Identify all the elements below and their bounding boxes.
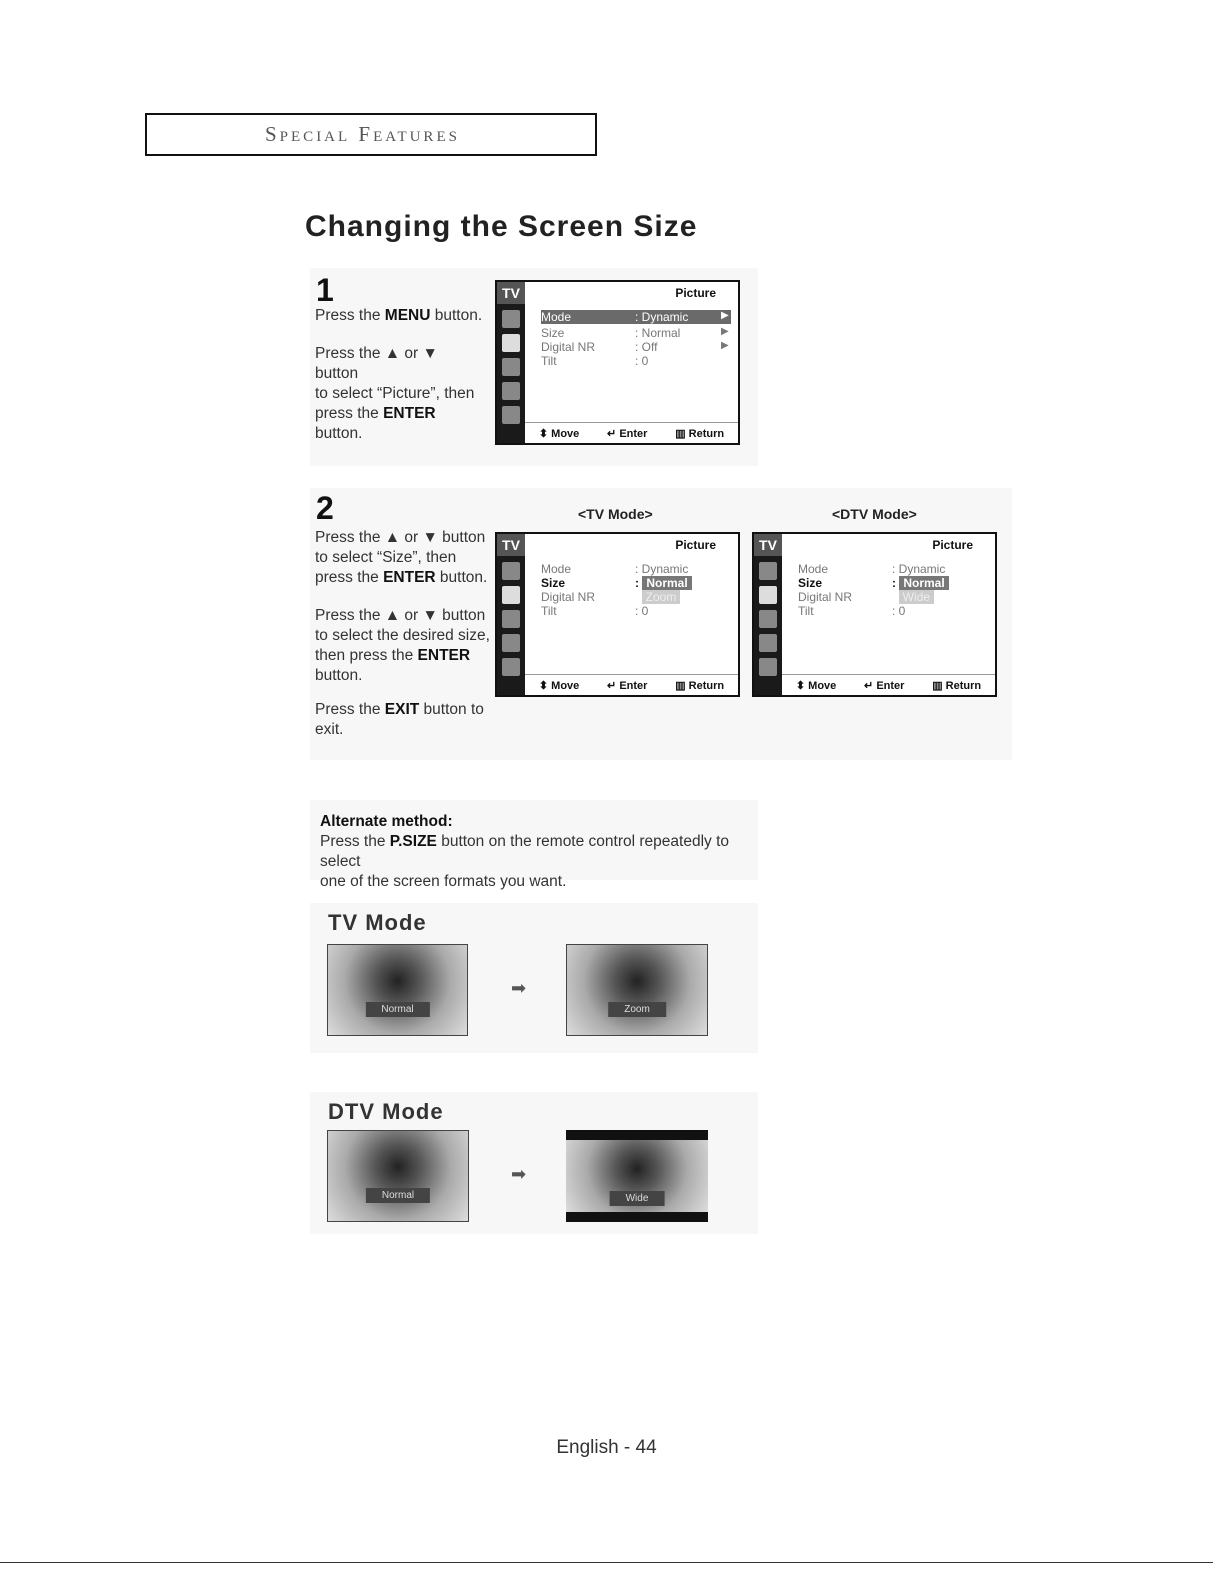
osd-footer: ⬍ Move ↵ Enter ▥ Return bbox=[525, 422, 738, 443]
osd-title: Picture bbox=[675, 538, 716, 552]
channel-icon bbox=[759, 634, 777, 652]
osd-title: Picture bbox=[675, 286, 716, 300]
arrow-right-icon: ▶ bbox=[721, 340, 729, 351]
step1-text: Press the MENU button. Press the ▲ or ▼ button to select “Picture”, then press the ENTER button. bbox=[315, 307, 483, 442]
step2-number: 2 bbox=[316, 490, 334, 526]
input-icon bbox=[502, 562, 520, 580]
enter-icon: ↵ bbox=[607, 427, 617, 440]
osd-sidebar: TV bbox=[497, 534, 525, 695]
updown-icon: ⬍ bbox=[538, 427, 549, 440]
size-option-selected: Normal bbox=[642, 576, 691, 590]
alternate-heading: Alternate method: bbox=[320, 813, 453, 830]
osd-row-tilt[interactable]: Tilt : 0 bbox=[541, 604, 649, 618]
input-icon bbox=[759, 562, 777, 580]
bottom-rule bbox=[0, 1562, 1213, 1563]
input-icon bbox=[502, 310, 520, 328]
size-option-selected: Normal bbox=[899, 576, 948, 590]
tv-mode-osd-menu bbox=[495, 532, 740, 697]
osd-sidebar: TV bbox=[754, 534, 782, 695]
osd-row-size[interactable]: Size : Normal bbox=[541, 576, 731, 590]
osd-row-tilt[interactable]: Tilt : 0 bbox=[541, 354, 649, 368]
dtv-mode-title: DTV Mode bbox=[328, 1099, 444, 1124]
alternate-text: Alternate method: Press the P.SIZE button on the remote control repeatedly to select one of the screen formats you want. bbox=[320, 813, 729, 890]
picture-icon bbox=[502, 334, 520, 352]
page-number: English - 44 bbox=[556, 1437, 657, 1458]
channel-icon bbox=[502, 634, 520, 652]
tv-zoom-screen: Zoom bbox=[566, 944, 708, 1036]
arrow-right-icon: ▶ bbox=[721, 326, 729, 337]
sound-icon bbox=[759, 610, 777, 628]
osd-row-mode[interactable]: Mode : Dynamic ▶ bbox=[541, 310, 731, 324]
sound-icon bbox=[502, 358, 520, 376]
osd-title: Picture bbox=[932, 538, 973, 552]
size-option-next: Wide bbox=[899, 590, 934, 604]
tv-mode-label: <TV Mode> bbox=[578, 506, 653, 522]
osd-footer: ⬍ Move ↵ Enter ▥ Return bbox=[782, 674, 995, 695]
setup-icon bbox=[759, 658, 777, 676]
section-header-text: Special Features bbox=[265, 122, 460, 146]
step1-number: 1 bbox=[316, 272, 334, 308]
osd-row-mode[interactable]: Mode : Dynamic bbox=[541, 562, 689, 576]
tv-mode-title: TV Mode bbox=[328, 910, 427, 935]
page-title: Changing the Screen Size bbox=[305, 210, 698, 243]
sound-icon bbox=[502, 610, 520, 628]
osd-footer: ⬍ Move ↵ Enter ▥ Return bbox=[525, 674, 738, 695]
arrow-right-icon: ➡ bbox=[511, 1164, 527, 1184]
osd-row-tilt[interactable]: Tilt : 0 bbox=[798, 604, 906, 618]
picture-icon bbox=[759, 586, 777, 604]
arrow-right-icon: ▶ bbox=[721, 310, 729, 321]
channel-icon bbox=[502, 382, 520, 400]
setup-icon bbox=[502, 406, 520, 424]
osd-sidebar: TV bbox=[497, 282, 525, 443]
dtv-mode-osd-menu bbox=[752, 532, 997, 697]
dtv-normal-screen: Normal bbox=[327, 1130, 469, 1222]
section-header bbox=[145, 113, 597, 156]
osd-row-dnr[interactable]: Digital NR Wide bbox=[798, 590, 988, 604]
dtv-mode-label: <DTV Mode> bbox=[832, 506, 917, 522]
step1-osd-menu bbox=[495, 280, 740, 445]
dtv-wide-screen: Wide bbox=[566, 1130, 708, 1222]
osd-row-dnr[interactable]: Digital NR : Off ▶ bbox=[541, 340, 729, 354]
step2-text: Press the ▲ or ▼ button to select “Size”, then press the ENTER button. Press the ▲ or ▼ button to select the desired size, then press the ENTER button. Press the EXIT button to exit. bbox=[315, 529, 490, 738]
osd-row-mode[interactable]: Mode : Dynamic bbox=[798, 562, 946, 576]
osd-row-size[interactable]: Size : Normal bbox=[798, 576, 988, 590]
osd-row-size[interactable]: Size : Normal ▶ bbox=[541, 326, 729, 340]
arrow-right-icon: ➡ bbox=[511, 978, 527, 998]
setup-icon bbox=[502, 658, 520, 676]
return-icon: ▥ bbox=[675, 427, 686, 440]
size-option-next: Zoom bbox=[642, 590, 681, 604]
picture-icon bbox=[502, 586, 520, 604]
osd-row-dnr[interactable]: Digital NR Zoom bbox=[541, 590, 731, 604]
tv-normal-screen: Normal bbox=[327, 944, 468, 1036]
